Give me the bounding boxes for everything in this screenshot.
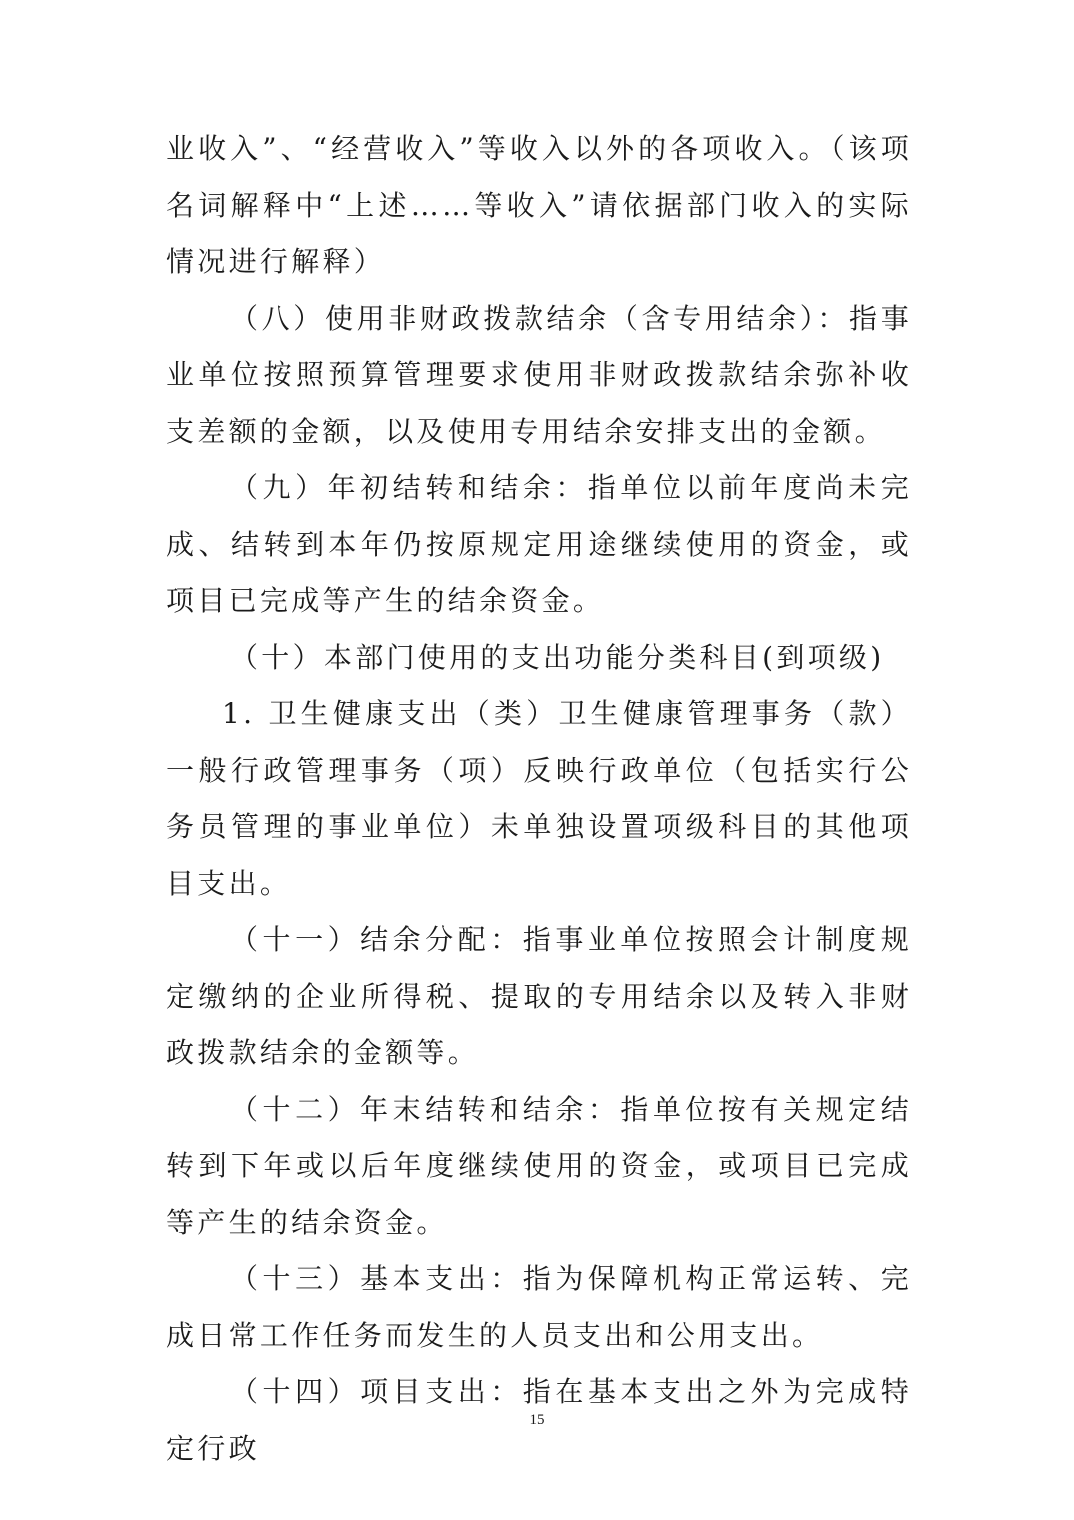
paragraph-item-8: （八）使用非财政拨款结余（含专用结余）：指事业单位按照预算管理要求使用非财政拨款结余弥补收支差额的金额，以及使用专用结余安排支出的金额。	[166, 301, 912, 448]
page-number: 15	[529, 1412, 545, 1428]
paragraph-item-11: （十一）结余分配：指事业单位按照会计制度规定缴纳的企业所得税、提取的专用结余以及转入非财政拨款结余的金额等。	[166, 923, 912, 1069]
paragraph-item-13: （十三）基本支出：指为保障机构正常运转、完成日常工作任务而发生的人员支出和公用支出。	[166, 1262, 912, 1352]
paragraph-item-10: （十）本部门使用的支出功能分类科目(到项级)	[230, 640, 885, 674]
paragraph-item-10-1: 1. 卫生健康支出（类）卫生健康管理事务（款）一般行政管理事务（项）反映行政单位（包括实行公务员管理的事业单位）未单独设置项级科目的其他项目支出。	[166, 697, 912, 900]
paragraph-item-14: （十四）项目支出：指在基本支出之外为完成特定行政	[166, 1375, 912, 1465]
paragraph-item-9: （九）年初结转和结余：指单位以前年度尚未完成、结转到本年仍按原规定用途继续使用的资金，或项目已完成等产生的结余资金。	[166, 471, 912, 617]
paragraph-continuation: 业收入”、“经营收入”等收入以外的各项收入。（该项名词解释中“上述……等收入”请依据部门收入的实际情况进行解释）	[166, 132, 912, 278]
document-body	[166, 121, 912, 1477]
paragraph-item-12: （十二）年末结转和结余：指单位按有关规定结转到下年或以后年度继续使用的资金，或项目已完成等产生的结余资金。	[166, 1092, 912, 1239]
